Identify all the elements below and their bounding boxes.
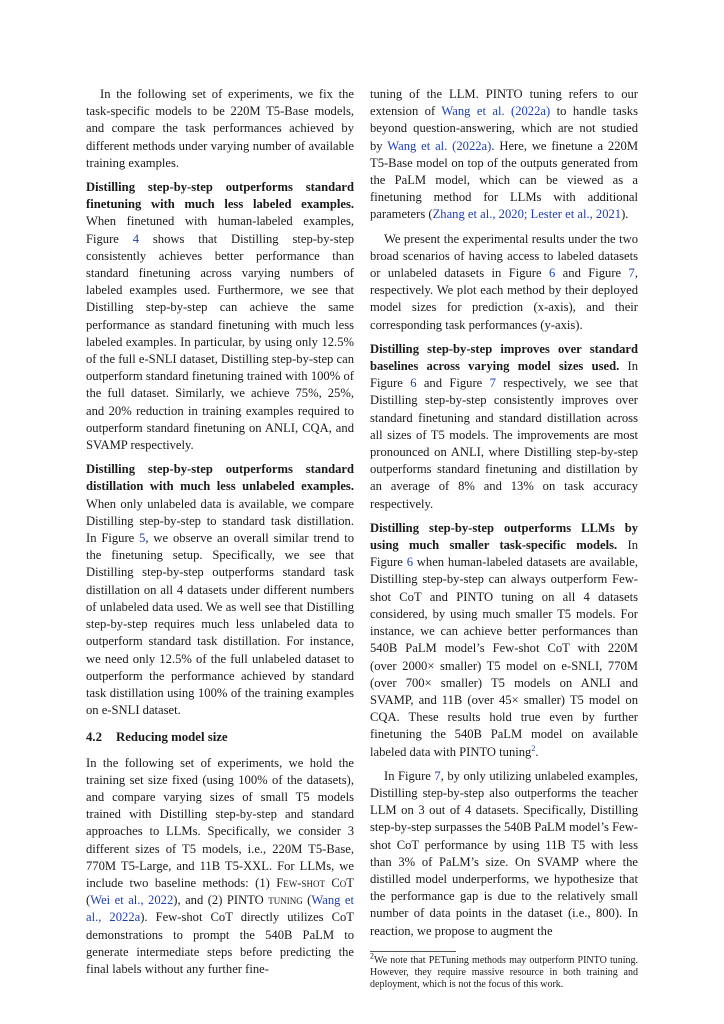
paragraph-lead: Distilling step-by-step outperforms LLMs by using much smaller task-specific models. (370, 520, 638, 553)
paragraph-finetuning: Distilling step-by-step outperforms standard finetuning with much less labeled examples. When finetuned with human-labeled examples, Figure 4 shows that Distilling step-by-step consistently achieves better performance than standard finetuning across varying numbers of labeled examples used. Furthermore, we see that Distilling step-by-step can achieve the same performance as standard finetuning with much less labeled examples. In particular, by using only 12.5% of the full e-SNLI dataset, Distilling step-by-step can outperform standard finetuning trained with 100% of the full dataset. Similarly, we achieve 75%, 25%, and 20% reduction in training examples required to outperform standard finetuning on ANLI, CQA, and SVAMP respectively. (86, 180, 355, 453)
footnote-text: We note that PETuning methods may outperform PINTO tuning. However, they require massive resource in both training and deployment, which is not the focus of this work. (370, 955, 638, 991)
citation-link[interactable]: Zhang et al., 2020; Lester et al., 2021 (432, 207, 622, 222)
figure-link[interactable]: 7 (628, 266, 635, 281)
section-title: Reducing model size (116, 730, 228, 745)
paragraph-baselines: Distilling step-by-step improves over standard baselines across varying model sizes used. In Figure 6 and Figure 7 respectively, we see that Distilling step-by-step consistently improves over standard finetuning and standard distillation across all sizes of T5 models. The improvements are most pronounced on ANLI, where Distilling step-by-step outperforms standard finetuning and distillation by an average of 8% and 13% on task accuracy respectively. (370, 341, 639, 511)
citation-link[interactable]: Wei et al., 2022 (90, 893, 174, 908)
figure-link[interactable]: 6 (410, 376, 417, 391)
figure-link[interactable]: 6 (406, 555, 413, 570)
figure-link[interactable]: 5 (139, 531, 146, 546)
footnote (370, 951, 638, 992)
paragraph-llms: Distilling step-by-step outperforms LLMs by using much smaller task-specific models. In Figure 6 when human-labeled datasets are available, Distilling step-by-step can always outperform Few-shot CoT and PINTO tuning on all 4 datasets considered, by using much smaller T5 models. For instance, we can achieve better performances than 540B PaLM model’s Few-shot CoT with 220M (over 2000× smaller) T5 model on e-SNLI, 770M (over 700× smaller) T5 models on ANLI and SVAMP, and 11B (over 45× smaller) T5 model on CQA. These results hold true even by further finetuning the 540B PaLM model on available labeled data with PINTO tuning$^2$. (370, 520, 638, 759)
left-column (86, 86, 354, 985)
footnote-marker[interactable]: 2 (531, 743, 536, 753)
paragraph-distillation: Distilling step-by-step outperforms standard distillation with much less unlabeled examples. When only unlabeled data is available, we compare Distilling step-by-step to standard task distillation. In Figure 5, we observe an overall similar trend to the finetuning setup. Specifically, we see that Distilling step-by-step outperforms standard task distillation on all 4 datasets under different numbers of unlabeled data used. We as well see that Distilling step-by-step requires much less unlabeled data to outperform standard task distillation. For instance, we need only 12.5% of the full unlabeled dataset to outperform the performance achieved by standard task distillation using 100% of the training examples on e-SNLI dataset. (86, 462, 354, 718)
paragraph-unlabeled: In Figure 7, by only utilizing unlabeled examples, Distilling step-by-step also outperforms the teacher LLM on 3 out of 4 datasets. Specifically, Distilling step-by-step surpasses the 540B PaLM model’s Few-shot CoT performance by using 11B T5 with less than 3% of PaLM’s size. On SVAMP where the distilled model underperforms, we hypothesize that the performance gap is due to the relatively small number of data points in the dataset (i.e., 800). In reaction, we propose to augment the (370, 768, 638, 938)
paragraph-results-intro: We present the experimental results under the two broad scenarios of having access to labeled datasets or unlabeled datasets in Figure 6 and Figure 7, respectively. We plot each method by their deployed model sizes for prediction (x-axis), and their corresponding task performances (y-axis). (370, 231, 638, 332)
paragraph-lead: Distilling step-by-step outperforms standard distillation with much less unlabeled examples. (86, 462, 354, 494)
citation-link[interactable]: Wang et al. (2022a) (441, 104, 551, 119)
figure-link[interactable]: 7 (489, 376, 496, 391)
paragraph-intro: In the following set of experiments, we fix the task-specific models to be 220M T5-Base models, and compare the task performances achieved by different methods under varying number of available training examples. (86, 87, 354, 170)
paragraph-pinto: tuning of the LLM. PINTO tuning refers to our extension of Wang et al. (2022a) to handle tasks beyond question-answering, which are not studied by Wang et al. (2022a). Here, we finetune a 220M T5-Base model on top of the outputs generated from the PaLM model, which can be viewed as a finetuning method for LLMs with additional parameters (Zhang et al., 2020; Lester et al., 2021). (370, 87, 639, 222)
paragraph-model-size: In the following set of experiments, we hold the training set size fixed (using 100% of the datasets), and compare varying sizes of small T5 models trained with Distilling step-by-step and standard approaches to LLMs. Specifically, we consider 3 different sizes of T5 models, i.e., 220M T5-Base, 770M T5-Large, and 11B T5-XXL. For LLMs, we include two baseline methods: (1) Few-shot CoT (Wei et al., 2022), and (2) PINTO tuning (Wang et al., 2022a). Few-shot CoT directly utilizes CoT demonstrations to prompt the 540B PaLM to generate intermediate steps before predicting the final labels without any further fine- (86, 755, 355, 976)
figure-link[interactable]: 6 (548, 266, 556, 281)
citation-link[interactable]: Wang et al. (2022a) (387, 138, 492, 153)
footnote-number: 2 (370, 951, 374, 961)
section-heading (86, 729, 354, 746)
paragraph-lead: Distilling step-by-step improves over standard baselines across varying model sizes used. (370, 341, 638, 374)
citation-link[interactable]: Wang et al., 2022a (86, 893, 354, 925)
footnote-divider (370, 951, 456, 952)
paragraph-lead: Distilling step-by-step outperforms standard finetuning with much less labeled examples. (86, 180, 354, 212)
figure-link[interactable]: 4 (132, 231, 140, 246)
right-column (370, 86, 638, 947)
figure-link[interactable]: 7 (434, 768, 441, 783)
section-number: 4.2 (86, 730, 102, 745)
